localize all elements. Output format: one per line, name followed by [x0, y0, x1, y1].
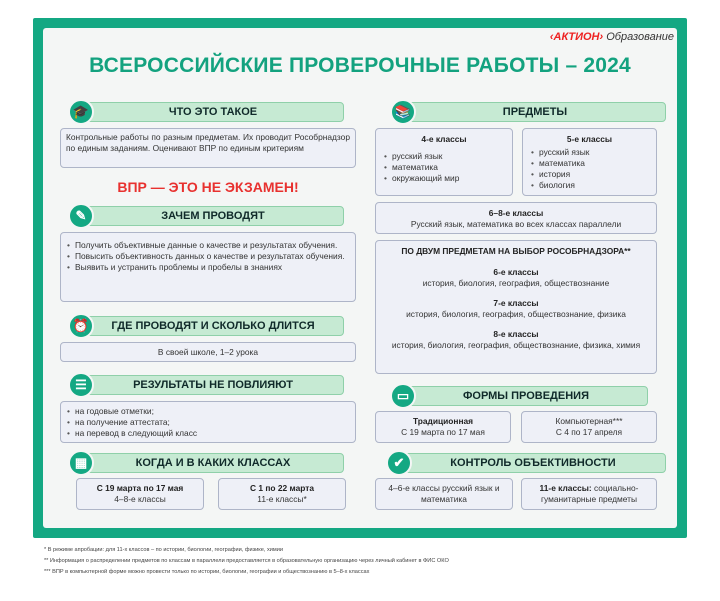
books-icon: 📚	[390, 99, 416, 125]
not-exam-banner: ВПР — ЭТО НЕ ЭКЗАМЕН!	[117, 179, 299, 195]
list-item: • русский язык	[531, 147, 648, 158]
list-item: • математика	[531, 158, 648, 169]
when-card-b: С 1 по 22 марта 11-е классы*	[218, 478, 346, 510]
grade-6-8-card: 6–8-е классы Русский язык, математика во всех классах параллели	[375, 202, 657, 234]
list-item: • история	[531, 169, 648, 180]
page-title: ВСЕРОССИЙСКИЕ ПРОВЕРОЧНЫЕ РАБОТЫ – 2024	[89, 54, 631, 77]
grade-4-card: 4-е классы • русский язык • математика • окружающий мир	[375, 128, 513, 196]
alarm-clock-icon: ⏰	[68, 313, 94, 339]
why-header: ЗАЧЕМ ПРОВОДЯТ	[82, 206, 344, 226]
subjects-header: ПРЕДМЕТЫ	[404, 102, 666, 122]
list-item: • на получение аттестата;	[67, 417, 349, 428]
where-header: ГДЕ ПРОВОДЯТ И СКОЛЬКО ДЛИТСЯ	[82, 316, 344, 336]
control-card-b: 11-е классы: социально-гуманитарные предметы	[521, 478, 657, 510]
list-item: • Получить объективные данные о качестве и результатах обучения.	[67, 240, 349, 251]
when-header: КОГДА И В КАКИХ КЛАССАХ	[82, 453, 344, 473]
what-text: Контрольные работы по разным предметам. Их проводит Рособрнадзор по единым заданиям. Оценивают ВПР по единым критериям	[60, 128, 356, 168]
forms-header: ФОРМЫ ПРОВЕДЕНИЯ	[404, 386, 648, 406]
control-header: КОНТРОЛЬ ОБЪЕКТИВНОСТИ	[400, 453, 666, 473]
choice-card: ПО ДВУМ ПРЕДМЕТАМ НА ВЫБОР РОСОБРНАДЗОРА** 6-е классы история, биология, география, обществознание 7-е классы история, биология, география, обществознание, физика 8-е классы история, биология, география, обществознание, физика, химия	[375, 240, 657, 374]
document-pen-icon: ✎	[68, 203, 94, 229]
form-traditional: Традиционная С 19 марта по 17 мая	[375, 411, 511, 443]
clipboard-list-icon: ☰	[68, 372, 94, 398]
results-list	[60, 401, 356, 443]
grade-5-card: 5-е классы • русский язык • математика • история • биология	[522, 128, 657, 196]
list-item: • на годовые отметки;	[67, 406, 349, 417]
footnote: * В режиме апробации: для 11-х классов – по истории, биологии, географии, физике, химии	[44, 547, 284, 553]
list-item: • Повысить объективность данных о качестве и результатах обучения.	[67, 251, 349, 262]
computer-icon: ▭	[390, 383, 416, 409]
checkmark-icon: ✔	[386, 450, 412, 476]
where-text: В своей школе, 1–2 урока	[60, 342, 356, 362]
form-computer: Компьютерная*** С 4 по 17 апреля	[521, 411, 657, 443]
when-card-a: С 19 марта по 17 мая 4–8-е классы	[76, 478, 204, 510]
list-item: • математика	[384, 162, 504, 173]
list-item: • русский язык	[384, 151, 504, 162]
what-header: ЧТО ЭТО ТАКОЕ	[82, 102, 344, 122]
results-header: РЕЗУЛЬТАТЫ НЕ ПОВЛИЯЮТ	[82, 375, 344, 395]
graduation-cap-icon: 🎓	[68, 99, 94, 125]
footnote: *** ВПР в компьютерной форме можно провести только по истории, биологии, географии и обществознанию в 5–8-х классах	[44, 569, 370, 575]
why-list	[60, 232, 356, 302]
calendar-icon: ▦	[68, 450, 94, 476]
list-item: • биология	[531, 180, 648, 191]
list-item: • на перевод в следующий класс	[67, 428, 349, 439]
list-item: • Выявить и устранить проблемы и пробелы в знаниях	[67, 262, 349, 273]
list-item: • окружающий мир	[384, 173, 504, 184]
brand-logo: ‹АКТИОН› Образование	[549, 31, 674, 43]
footnote: ** Информация о распределении предметов по классам в параллели предоставляется в образовательную организацию через личный кабинет в ФИС ОКО	[44, 558, 449, 564]
control-card-a: 4–6-е классы русский язык и математика	[375, 478, 513, 510]
